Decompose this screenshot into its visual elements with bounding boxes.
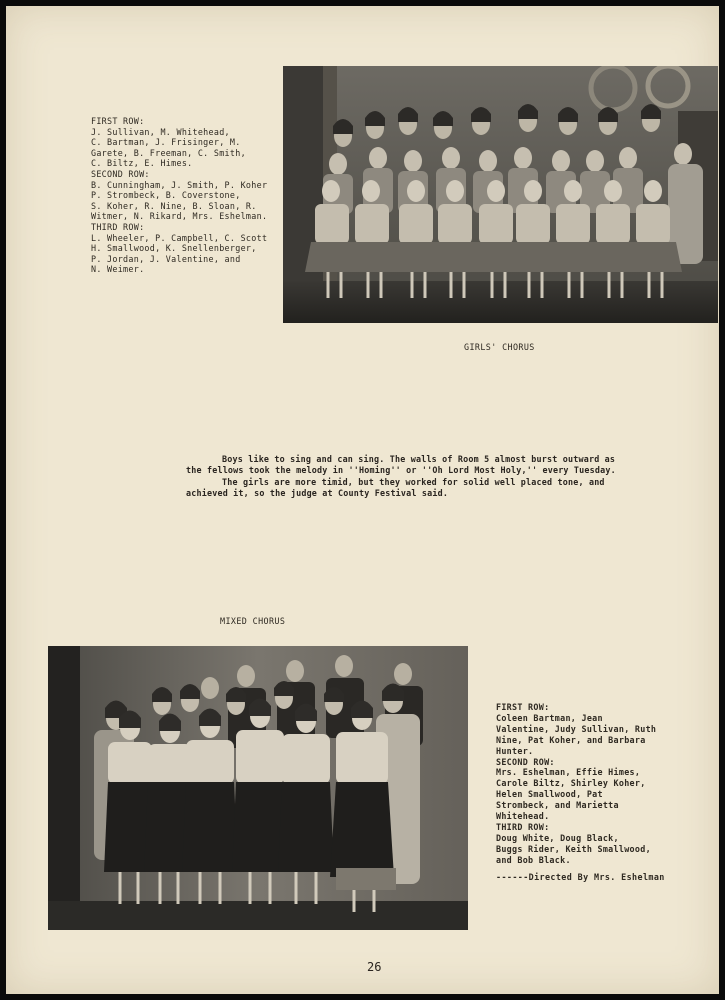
caption-line: C. Bartman, J. Frisinger, M. — [91, 137, 241, 148]
caption-line: Doug White, Doug Black, — [496, 832, 619, 843]
caption-line: and Bob Black. — [496, 854, 571, 865]
caption-line: B. Cunningham, J. Smith, P. Koher — [91, 179, 268, 190]
caption-line: P. Strombeck, B. Coverstone, — [91, 190, 241, 201]
caption-line: H. Smallwood, K. Snellenberger, — [91, 243, 257, 254]
caption-line: Carole Biltz, Shirley Koher, — [496, 778, 646, 789]
caption-line: P. Jordan, J. Valentine, and — [91, 253, 241, 264]
caption-line: L. Wheeler, P. Campbell, C. Scott — [91, 232, 268, 243]
chorus-description — [186, 454, 616, 500]
caption-line: J. Sullivan, M. Whitehead, — [91, 126, 230, 137]
caption-line: Helen Smallwood, Pat — [496, 789, 603, 800]
caption-line: Hunter. — [496, 745, 534, 756]
mixed-chorus-caption — [496, 702, 656, 866]
caption-line: Buggs Rider, Keith Smallwood, — [496, 843, 651, 854]
mixed-chorus-photo — [48, 646, 468, 930]
caption-line: FIRST ROW: — [91, 116, 145, 126]
caption-line: Witmer, N. Rikard, Mrs. Eshelman. — [91, 211, 268, 222]
girls-chorus-photo — [283, 66, 718, 323]
caption-line: Mrs. Eshelman, Effie Himes, — [496, 767, 641, 778]
caption-line: THIRD ROW: — [91, 221, 145, 232]
paragraph-line: Boys like to sing and can sing. The walls of Room 5 almost burst outward as — [222, 454, 616, 464]
mixed-chorus-title: MIXED CHORUS — [220, 616, 286, 626]
paragraph-line: the fellows took the melody in ''Homing'' or ''Oh Lord Most Holy,'' every Tuesday. — [186, 465, 616, 476]
caption-line: THIRD ROW: — [496, 821, 550, 832]
caption-line: Nine, Pat Koher, and Barbara — [496, 734, 646, 745]
girls-chorus-title: GIRLS' CHORUS — [464, 342, 535, 352]
paragraph-line: achieved it, so the judge at County Festival said. — [186, 488, 449, 499]
caption-line: Garete, B. Freeman, C. Smith, — [91, 147, 246, 158]
caption-line: S. Koher, R. Nine, B. Sloan, R. — [91, 200, 257, 211]
caption-line: C. Biltz, E. Himes. — [91, 158, 193, 169]
girls-chorus-caption — [91, 116, 267, 275]
paragraph-line: The girls are more timid, but they worked for solid well placed tone, and — [222, 476, 605, 487]
caption-line: FIRST ROW: — [496, 702, 550, 712]
caption-line: SECOND ROW: — [91, 168, 150, 179]
director-credit: ------Directed By Mrs. Eshelman — [496, 872, 665, 882]
caption-line: Coleen Bartman, Jean — [496, 712, 603, 723]
caption-line: Valentine, Judy Sullivan, Ruth — [496, 723, 657, 734]
yearbook-page — [6, 6, 719, 994]
page-number: 26 — [367, 960, 382, 974]
caption-line: Strombeck, and Marietta — [496, 800, 619, 811]
caption-line: SECOND ROW: — [496, 756, 555, 767]
caption-line: N. Weimer. — [91, 264, 145, 275]
caption-line: Whitehead. — [496, 811, 550, 822]
